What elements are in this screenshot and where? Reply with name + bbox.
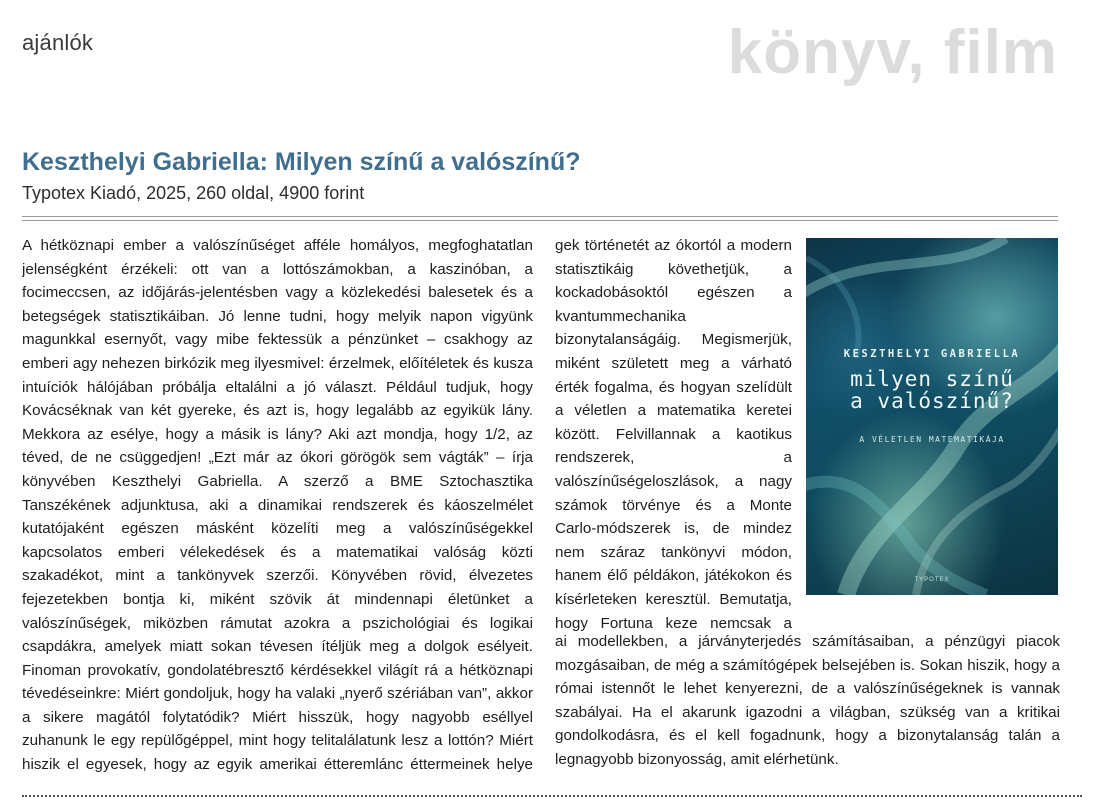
book-meta: Typotex Kiadó, 2025, 260 oldal, 4900 forint <box>22 183 365 203</box>
cover-subtitle: A VÉLETLEN MATEMATIKÁJA <box>859 435 1005 444</box>
article-text-tail: ai modellekben, a járványterjedés számításaiban, a pénzügyi piacok mozgásaiban, de még a számítógépek belsejében is. Sokan hiszik, hogy a római istennőt le lehet kenyerezni, de a valószínűségeknek is vannak szabályai. Ha el akarunk igazodni a világban, szükség van a kritikai gondolkodásra, és el kell fogadnunk, hogy a bizonytalanság talán a legnagyobb bizonyosság, amit elérhetünk. <box>555 633 1060 768</box>
bottom-dotted-rule <box>22 795 1082 797</box>
cover-title <box>806 368 1058 412</box>
article-text-left: A hétköznapi ember a valószínűséget afféle homályos, megfoghatatlan jelenségként érzékeli: ott van a lottószámokban, a kaszinóban, a focimeccsen, az időjárás-jelentésben vagy a közlekedési balesetek és a betegségek statisztikáiban. Jó lenne tudni, hogy melyik napon vigyünk magunkkal esernyőt, vagy mibe fektessük a pénzünket – csakhogy az emberi agy nehezen birkózik meg ilyesmivel: érzelmek, előítéletek és kusza intuíciók hálójában próbálja eltalálni a jó választ. Például tudjuk, hogy Kovácséknak van két gyereke, és azt is, hogy legalább az egyikük lány. Mekkora az esélye, hogy a másik is lány? Aki azt mondja, hogy 1/2, az téved, de ne csüggedjen! „Ezt már az ókori görögök sem vágták” – írja könyvében Keszthelyi Gabriella. A szerző a BME Sztochasztika Tanszékének adjunktusa, aki a dinamikai rendszerek és káoszelmélet kutatójaként egészen másként közelíti meg a valószínűségekkel kapcsolatos emberi vélekedések és a matematikai valóság közti szakadékot, mint a tankönyvek szerzői. Könyvében rövid, élvezetes fejezetekben bontja ki, miként szövik át mindennapi életünket a valószínűségek, miközben rámutat azokra a pszichológiai és logikai csapdákra, amelyek miatt sokan tévesen ítéljük meg a dolgok esélyeit. Finoman provokatív, gondolatébresztő kérdésekkel világít rá a hétköznapi tévedéseinkre: Miért gondoljuk, hogy ha valaki „nyerő szériában van”, akkor a sikere magától folytatódik? Miért hisszük, hogy nagyobb eséllyel zuhanunk le egy repülőgéppel, mint hogy telitalálatunk lesz a lottón? Miért hiszik el egyesek, hogy az egyik amerikai étteremlánc éttermeinek helye <box>22 237 533 774</box>
article-text-mid: gek történetét az ókortól a modern statisztikáig követhetjük, a kockadobásoktól egészen a kvantummechanika bizonytalanságáig. Megismerjük, miként született meg a várható érték fogalma, és hogyan szelídült a véletlen a matematika keretei között. Felvillannak a kaotikus rendszerek, a valószínűségeloszlások, a nagy számok törvénye és a Monte Carlo-módszerek is, de mindez nem száraz tankönyvi módon, hanem élő példákon, játékokon és kísérleteken keresztül. Bemutatja, hogy Fortuna keze nemcsak a <box>555 237 792 632</box>
book-cover-image <box>806 238 1058 595</box>
section-watermark-title: könyv, film <box>727 18 1058 87</box>
top-rule-1 <box>22 216 1058 217</box>
cover-publisher: TYPOTEX <box>914 577 950 583</box>
article-column-left <box>22 234 533 774</box>
cover-title-line-1: milyen színű <box>850 367 1014 391</box>
article-column-mid <box>555 234 792 634</box>
cover-author: KESZTHELYI GABRIELLA <box>843 348 1021 360</box>
cover-swirl-art <box>806 238 1058 595</box>
top-rule-2 <box>22 220 1058 221</box>
article-column-tail <box>555 630 1060 770</box>
cover-title-line-2: a valószínű? <box>850 389 1014 413</box>
book-title: Keszthelyi Gabriella: Milyen színű a valószínű? <box>22 148 581 176</box>
section-label: ajánlók <box>22 30 94 55</box>
